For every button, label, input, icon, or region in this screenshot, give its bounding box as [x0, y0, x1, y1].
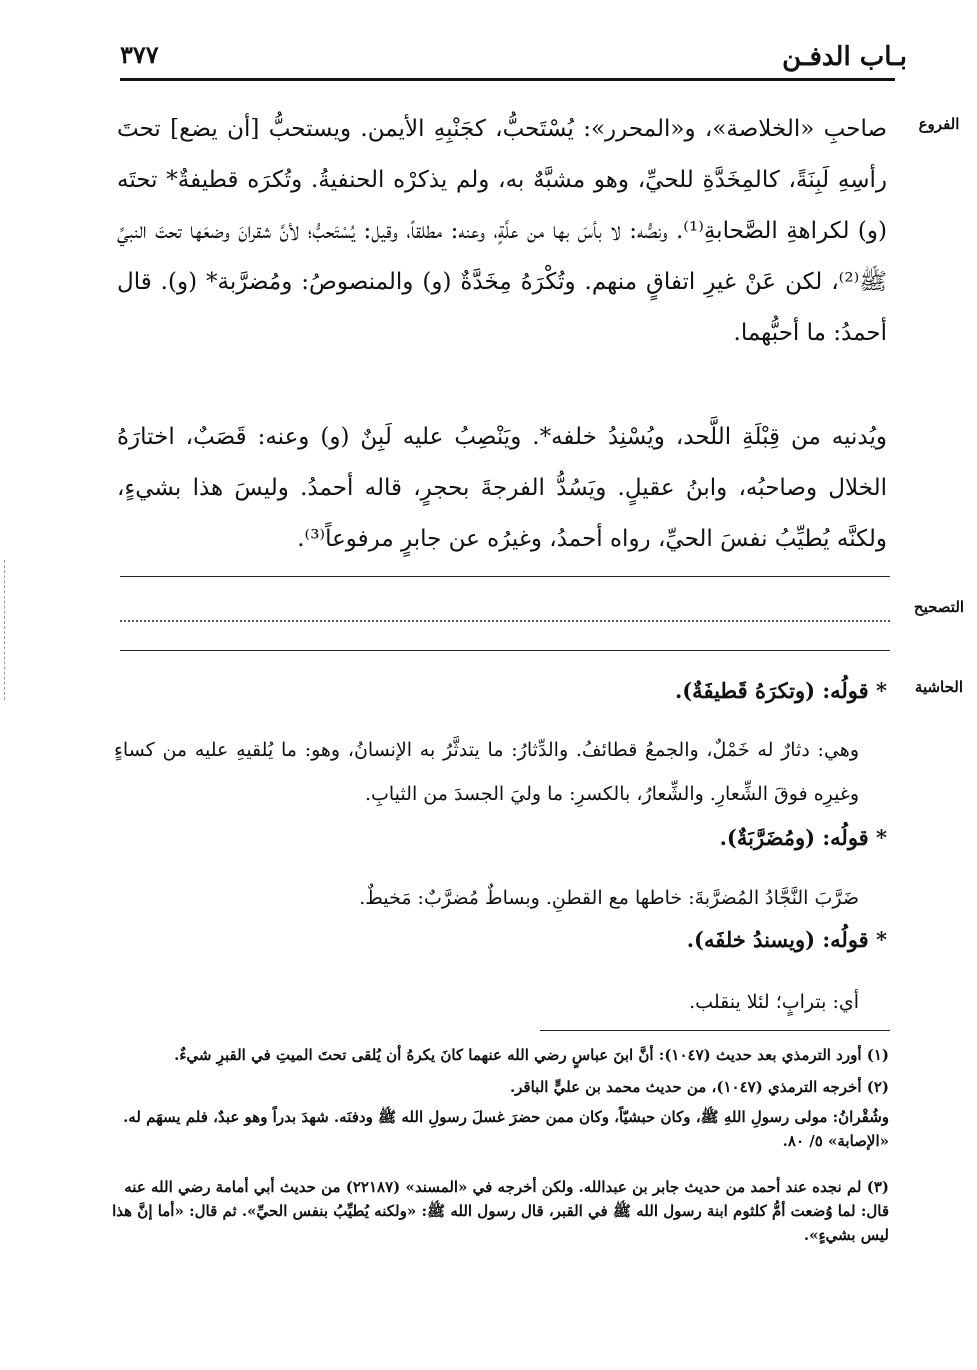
hashiya-heading-3: * قولُه: (ويسندُ خلفَه). [686, 927, 887, 952]
hashiya-heading-1: * قولُه: (وتكرَهُ قَطيفَةٌ). [674, 678, 887, 703]
section-divider-bottom [120, 650, 890, 651]
footnote-3: (٣) لم نجده عند أحمد من حديث جابر بن عبدالله. ولكن أخرجه في «المسند» (٢٢١٨٧) من حديث أبي أمامة رضي الله عنه قال: لما وُضعت أمُّ كلثوم ابنة رسول الله ﷺ في القبر، قال رسول الله ﷺ: «ولكنه يُطيِّبُ بنفس الحيِّ». ثم قال: «أما إنَّ هذا ليس بشيءٍ». [112, 1178, 889, 1244]
page-number: ٣٧٧ [120, 40, 159, 69]
running-title: بـاب الدفـن [782, 42, 907, 72]
footnote-1: (١) أورد الترمذي بعد حديث (١٠٤٧): أنَّ ابنَ عباسٍ رضي الله عنهما كانَ يكرهُ أن يُلقى تحتَ الميتِ في القبرِ شيءٌ. [174, 1046, 889, 1064]
margin-label-hashiya: الحاشية [914, 678, 964, 696]
hashiya-body-1: وهي: دثارٌ له خَمْلٌ، والجمعُ قطائفُ. والدِّثارُ: ما يتدثَّرُ به الإنسانُ، وهو: ما يُلقيهِ عليه من كساءٍ وغيرِه فوقَ الشِّعارِ. والشِّعارُ، بالكسرِ: ما وليَ الجسدَ من الثيابِ. [114, 739, 859, 805]
footnote-2-note: وشُقْرانُ: مولى رسولِ اللهِ ﷺ، وكان حبشيّاً، وكان ممن حضرَ غسلَ رسولِ الله ﷺ ودفنَه. شهدَ بدراً وهو عبدٌ، فلم يسهَم له. «الإصابة» ٥/ ٨٠. [123, 1108, 889, 1150]
furu-paragraph-1: صاحبِ «الخلاصة»، و«المحرر»: يُسْتَحبُّ، كجَنْبِهِ الأيمن. ويستحبُّ [أن يضع] تحتَ رأسِهِ لَبِنَةً، كالمِخَدَّةِ للحيِّ، وهو مشبَّهٌ به، ولم يذكرْه الحنفيةُ. وتُكرَه قطيفةٌ* تحتَه (و) لكراهةِ الصَّحابةِ⁽¹⁾. ونصُّه: لا بأسَ بها من علَّةٍ، وعنه: مطلقاً، وقيل: يُسْتَحبُّ؛ لأنَّ شقرانَ وضعَها تحتَ النبيِّ ﷺ⁽²⁾، لكن عَنْ غيرِ اتفاقٍ منهم. وتُكْرَهُ مِخَدَّةٌ (و) والمنصوصُ: ومُضرَّبة* (و). قال أحمدُ: ما أحبُّهما. [117, 116, 887, 346]
footnote-2: (٢) أخرجه الترمذي (١٠٤٧)، من حديث محمد بن عليٍّ الباقر. [509, 1078, 889, 1096]
hashiya-body-3: أي: بترابٍ؛ لئلا ينقلب. [689, 991, 859, 1013]
scan-edge-mark [4, 560, 5, 700]
header-rule [120, 78, 895, 81]
margin-label-tashih: التصحيح [913, 598, 965, 616]
section-divider-top [120, 576, 890, 577]
footnote-rule [540, 1030, 890, 1031]
hashiya-body-2: ضَرَّبَ النَّجَّادُ المُضرَّبةَ: خاطها مع القطنِ. وبساطٌ مُضرَّبٌ: مَخيطٌ. [359, 887, 859, 909]
tashih-dotted-line [120, 598, 890, 622]
margin-label-furu: الفروع [918, 115, 960, 133]
hashiya-heading-2: * قولُه: (ومُضَرَّبَةٌ). [719, 825, 887, 850]
furu-paragraph-2: ويُدنيه من قِبْلَةِ اللَّحد، ويُسْنِدُ خلفه*. ويَنْصِبُ عليه لَبِنٌ (و) وعنه: قَصَبٌ، اختارَهُ الخلال وصاحبُه، وابنُ عقيلٍ. ويَسُدُّ الفرجةَ بحجرٍ، قاله أحمدُ. وليسَ هذا بشيءٍ، ولكنَّه يُطيِّبُ نفسَ الحيِّ، رواه أحمدُ، وغيرُه عن جابرٍ مرفوعاً⁽³⁾. [117, 424, 887, 552]
